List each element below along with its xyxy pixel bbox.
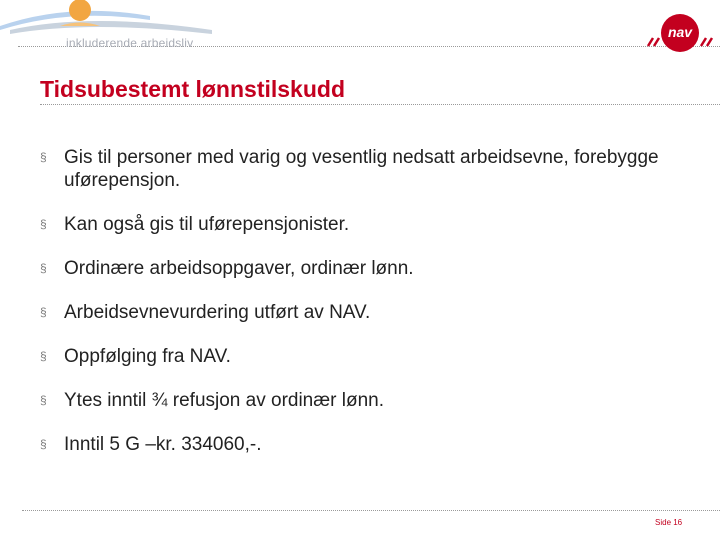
title-divider [40,104,720,105]
list-item [40,301,680,324]
bullet-icon: § [40,305,47,319]
bullet-icon: § [40,261,47,275]
list-item-text: Kan også gis til uførepensjonister. [64,214,350,235]
list-item-text: Ytes inntil ¾ refusjon av ordinær lønn. [64,390,384,411]
bullet-icon: § [40,150,47,164]
footer-divider [22,510,720,511]
bullet-icon: § [40,437,47,451]
list-item [40,389,680,412]
ia-logo [0,0,230,50]
bullet-icon: § [40,393,47,407]
bullet-list [40,146,680,477]
list-item-text: Inntil 5 G –kr. 334060,-. [64,434,262,455]
page-title: Tidsubestemt lønnstilskudd [40,76,345,102]
list-item [40,213,680,236]
page-number: Side 16 [655,518,683,527]
list-item [40,257,680,280]
list-item-text: Arbeidsevnevurdering utført av NAV. [64,302,371,323]
list-item [40,146,680,192]
list-item-text: Ordinære arbeidsoppgaver, ordinær lønn. [64,258,414,279]
list-item [40,433,680,456]
bullet-icon: § [40,349,47,363]
nav-logo [642,10,720,58]
nav-logo-text: nav [667,24,693,40]
bullet-icon: § [40,217,47,231]
list-item [40,345,680,368]
list-item-text: Oppfølging fra NAV. [64,346,231,367]
ia-logo-text: inkluderende arbeidsliv [66,36,194,50]
list-item-text: Gis til personer med varig og vesentlig nedsatt arbeidsevne, forebygge uførepensjon. [64,147,659,191]
